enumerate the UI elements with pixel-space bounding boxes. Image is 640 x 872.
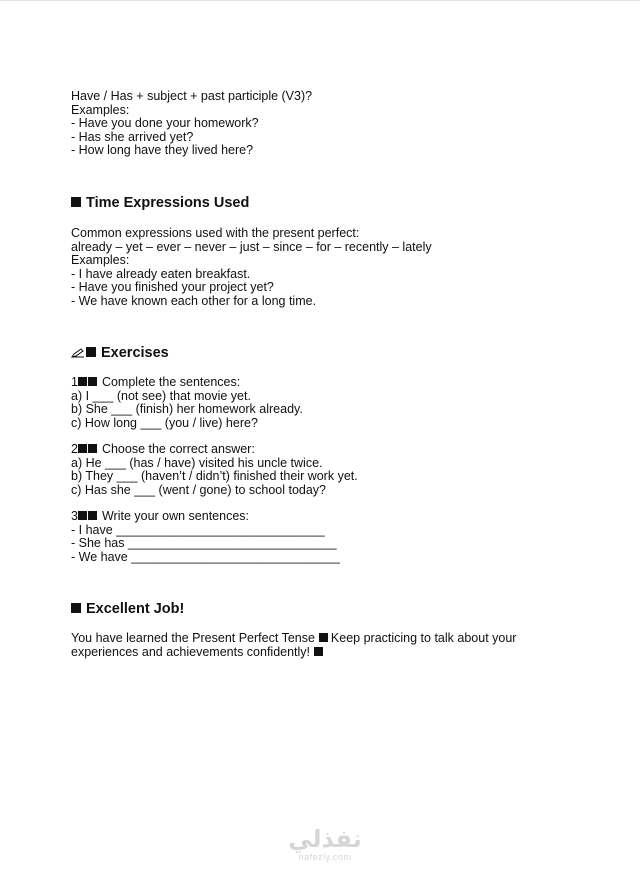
exercise-item: c) How long ___ (you / live) here? bbox=[71, 415, 258, 430]
black-square-icon bbox=[78, 444, 87, 453]
exercise-item: b) She ___ (finish) her homework already. bbox=[71, 402, 303, 416]
exercise-item: - We have ______________________________ bbox=[71, 549, 340, 564]
watermark-logo: نفذلي bbox=[288, 825, 362, 853]
section-heading bbox=[71, 194, 591, 212]
exercise-title bbox=[71, 443, 591, 457]
time-expressions-section bbox=[71, 194, 591, 212]
exercise-group-3 bbox=[71, 510, 591, 564]
black-square-icon bbox=[78, 377, 87, 386]
exercise-title-text: Choose the correct answer: bbox=[101, 442, 255, 456]
example-line: - We have known each other for a long time. bbox=[71, 293, 317, 308]
section-heading bbox=[71, 344, 591, 362]
time-expressions-intro: Common expressions used with the present perfect: bbox=[71, 226, 360, 240]
black-square-icon bbox=[71, 197, 81, 207]
watermark-url: nafezly.com bbox=[298, 852, 352, 862]
black-square-icon bbox=[78, 511, 87, 520]
examples-label: Examples: bbox=[71, 253, 130, 267]
closing-text-line bbox=[71, 646, 591, 660]
example-line: - I have already eaten breakfast. bbox=[71, 266, 251, 281]
exercise-item: b) They ___ (haven’t / didn’t) finished their work yet. bbox=[71, 469, 358, 483]
time-expressions-body bbox=[71, 227, 591, 308]
example-line: - Have you finished your project yet? bbox=[71, 280, 274, 294]
closing-text-part: You have learned the Present Perfect Tense bbox=[71, 631, 315, 645]
example-line: - Have you done your homework? bbox=[71, 116, 259, 130]
exercise-item: c) Has she ___ (went / gone) to school today? bbox=[71, 482, 327, 497]
exercise-group-1 bbox=[71, 376, 591, 430]
closing-text-part: experiences and achievements confidently! bbox=[71, 644, 311, 659]
time-expressions-list: already – yet – ever – never – just – since – for – recently – lately bbox=[71, 239, 432, 254]
page-top-border bbox=[0, 0, 640, 1]
black-square-icon bbox=[86, 347, 96, 357]
exercises-section bbox=[71, 344, 591, 362]
pencil-icon bbox=[71, 348, 85, 358]
exercise-item: - She has ______________________________ bbox=[71, 536, 337, 550]
black-square-icon bbox=[88, 511, 97, 520]
black-square-icon bbox=[319, 633, 328, 642]
exercise-number: 3 bbox=[71, 509, 78, 523]
black-square-icon bbox=[88, 377, 97, 386]
closing-text-part: Keep practicing to talk about your bbox=[330, 631, 517, 645]
question-form-section bbox=[71, 90, 591, 158]
exercise-number: 2 bbox=[71, 442, 78, 456]
examples-label: Examples: bbox=[71, 102, 130, 117]
exercise-item: a) He ___ (has / have) visited his uncle twice. bbox=[71, 455, 323, 470]
black-square-icon bbox=[71, 603, 81, 613]
watermark bbox=[280, 826, 370, 862]
closing-heading: Excellent Job! bbox=[86, 601, 185, 617]
exercises-heading: Exercises bbox=[101, 345, 169, 361]
exercise-group-2 bbox=[71, 443, 591, 497]
exercise-title bbox=[71, 510, 591, 524]
time-expressions-heading: Time Expressions Used bbox=[86, 195, 250, 211]
black-square-icon bbox=[88, 444, 97, 453]
example-line: - Has she arrived yet? bbox=[71, 129, 194, 144]
closing-text-line bbox=[71, 632, 591, 646]
exercise-title-text: Write your own sentences: bbox=[101, 509, 250, 523]
question-form-formula: Have / Has + subject + past participle (V3)? bbox=[71, 89, 313, 103]
exercise-item: - I have ______________________________ bbox=[71, 522, 325, 537]
exercise-title bbox=[71, 376, 591, 390]
exercise-number: 1 bbox=[71, 375, 78, 389]
closing-body bbox=[71, 632, 591, 659]
exercise-title-text: Complete the sentences: bbox=[101, 375, 241, 389]
closing-section bbox=[71, 600, 591, 618]
example-line: - How long have they lived here? bbox=[71, 143, 254, 157]
black-square-icon bbox=[314, 647, 323, 656]
section-heading bbox=[71, 600, 591, 618]
exercise-item: a) I ___ (not see) that movie yet. bbox=[71, 388, 251, 403]
